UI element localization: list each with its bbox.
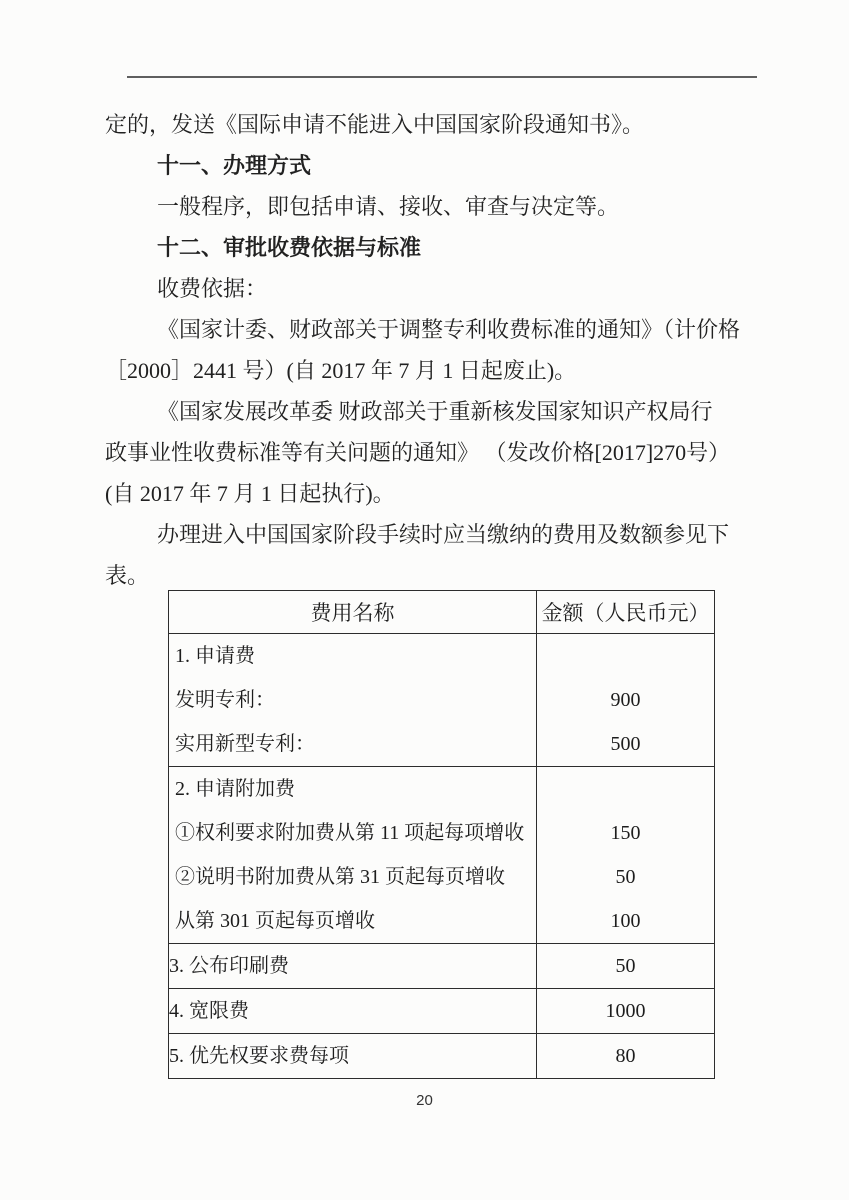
paragraph-line: 一般程序，即包括申请、接收、审查与决定等。 — [157, 194, 620, 219]
fee-name-group — [169, 634, 537, 767]
fee-table-header-name: 费用名称 — [169, 591, 537, 634]
fee-amount: 50 — [537, 944, 715, 989]
fee-amount: 900 — [610, 689, 641, 711]
table-row-grace-fee — [169, 989, 715, 1034]
paragraph-line: 办理进入中国国家阶段手续时应当缴纳的费用及数额参见下 — [157, 522, 730, 547]
paragraph-line: 收费依据： — [157, 276, 268, 301]
paragraph-line: 定的，发送《国际申请不能进入中国国家阶段通知书》。 — [105, 112, 645, 137]
table-row-printing-fee — [169, 944, 715, 989]
fee-amount-group — [537, 767, 715, 944]
fee-amount: 150 — [610, 822, 641, 844]
table-row-additional-fee — [169, 767, 715, 944]
page-number: 20 — [416, 1092, 433, 1109]
paragraph-line: 政事业性收费标准等有关问题的通知》 （发改价格[2017]270号） — [105, 440, 731, 465]
fee-name: ①权利要求附加费从第 11 项起每项增收 — [175, 822, 525, 844]
fee-name: 1. 申请费 — [175, 645, 255, 667]
fee-amount: 100 — [610, 910, 641, 932]
document-body — [105, 104, 753, 596]
table-row-priority-fee — [169, 1034, 715, 1079]
fee-amount — [537, 634, 714, 678]
section-heading-12: 十二、审批收费依据与标准 — [157, 235, 422, 260]
paragraph-line: 《国家计委、财政部关于调整专利收费标准的通知》（计价格 — [157, 317, 741, 342]
fee-amount: 80 — [537, 1034, 715, 1079]
fee-amount-group — [537, 634, 715, 767]
section-heading-11: 十一、办理方式 — [157, 153, 312, 178]
fee-name: 实用新型专利： — [175, 733, 315, 755]
table-row-application-fee — [169, 634, 715, 767]
header-divider-rule — [127, 76, 757, 78]
fee-name: 4. 宽限费 — [169, 989, 537, 1034]
paragraph-line: (自 2017 年 7 月 1 日起执行)。 — [105, 481, 395, 506]
fee-name: 从第 301 页起每页增收 — [175, 910, 375, 932]
fee-amount: 500 — [610, 733, 641, 755]
fee-table — [168, 590, 715, 1079]
paragraph-line: 《国家发展改革委 财政部关于重新核发国家知识产权局行 — [157, 399, 713, 424]
fee-name: 5. 优先权要求费每项 — [169, 1034, 537, 1079]
fee-name: 3. 公布印刷费 — [169, 944, 537, 989]
fee-table-header-row — [169, 591, 715, 634]
fee-name-group — [169, 767, 537, 944]
fee-name: 2. 申请附加费 — [175, 778, 295, 800]
fee-name: ②说明书附加费从第 31 页起每页增收 — [175, 866, 505, 888]
paragraph-line: ［2000］2441 号）(自 2017 年 7 月 1 日起废止)。 — [105, 358, 577, 383]
fee-amount — [537, 767, 714, 811]
paragraph-line: 表。 — [105, 563, 150, 588]
fee-amount: 50 — [615, 866, 636, 888]
fee-name: 发明专利： — [175, 689, 275, 711]
fee-table-header-amount: 金额（人民币元） — [537, 591, 715, 634]
fee-amount: 1000 — [537, 989, 715, 1034]
